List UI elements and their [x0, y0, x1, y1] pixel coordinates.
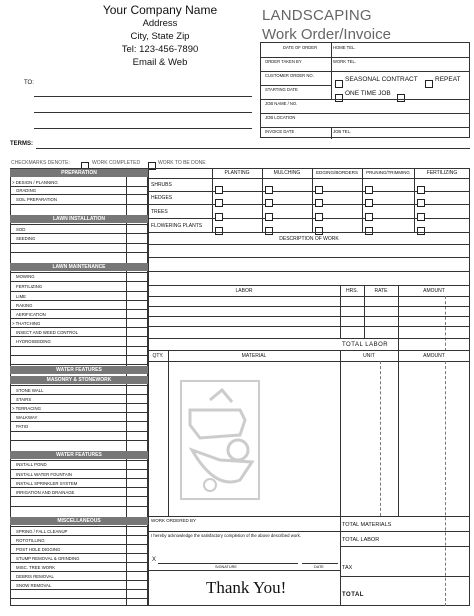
list-item: SOD	[16, 227, 26, 232]
form-title: LANDSCAPING	[262, 7, 372, 24]
signature-x: X	[152, 557, 157, 563]
customer-order-no-label: CUSTOMER ORDER NO.	[265, 73, 314, 78]
lawn-maintenance-header: LAWN MAINTENANCE	[10, 263, 148, 271]
signature-label: SIGNATURE	[215, 565, 237, 569]
row-hedges: HEDGES	[151, 195, 173, 201]
total-materials-label: TOTAL MATERIALS	[342, 522, 392, 528]
list-item: POST HOLE DIGGING	[16, 547, 61, 552]
total-labor-label: TOTAL LABOR	[342, 342, 389, 348]
list-item: INSTALL POND	[16, 462, 47, 467]
description-header: DESCRIPTION OF WORK	[279, 236, 339, 242]
preparation-header: PREPARATION	[10, 169, 148, 177]
list-item: INSECT AND WEED CONTROL	[16, 330, 78, 335]
col-edging: EDGING/BORDERS	[315, 170, 359, 175]
work-tel-label: WORK TEL.	[333, 59, 356, 64]
qty-header: QTY.	[152, 353, 164, 359]
header-info-box	[260, 42, 470, 138]
list-item: IRRIGATION AND DRAINAGE	[16, 490, 75, 495]
lawn-installation-header: LAWN INSTALLATION	[10, 215, 148, 223]
company-city: City, State Zip	[130, 31, 190, 42]
col-mulching: MULCHING	[273, 170, 301, 176]
work-completed-label: WORK COMPLETED	[92, 160, 141, 166]
list-item: GRADING	[16, 188, 37, 193]
to-label: TO:	[24, 80, 34, 86]
home-tel-label: HOME TEL.	[333, 45, 356, 50]
list-item: SEEDING	[16, 236, 36, 241]
order-taken-by-label: ORDER TAKEN BY	[265, 59, 302, 64]
repeat-checkbox[interactable]	[425, 75, 433, 93]
company-block	[60, 4, 260, 69]
list-item: MISC. TREE WORK	[16, 565, 56, 570]
col-planting: PLANTING	[224, 170, 250, 176]
list-item: STUMP REMOVAL & GRINDING	[16, 556, 80, 561]
date-label: DATE	[314, 565, 324, 569]
list-item: STONE WALL	[16, 388, 44, 393]
date-of-order-label: DATE OF ORDER	[283, 45, 318, 50]
acknowledge-text: I hereby acknowledge the satisfactory completion of the above described work.	[151, 533, 301, 538]
masonry-header: MASONRY & STONEWORK	[10, 376, 148, 384]
list-item: INSTALL WATER FOUNTAIN	[16, 472, 73, 477]
material-amount-header: AMOUNT	[423, 353, 445, 359]
list-item: MOWING	[16, 274, 35, 279]
row-shrubs: SHRUBS	[151, 182, 172, 188]
tax-label: TAX	[342, 565, 353, 571]
starting-date-label: STARTING DATE	[265, 87, 298, 92]
row-trees: TREES	[151, 209, 168, 215]
thank-you-text: Thank You!	[206, 578, 287, 597]
list-item: SNOW REMOVAL	[16, 583, 52, 588]
total-label: TOTAL	[342, 592, 364, 598]
labor-header: LABOR	[235, 288, 253, 294]
hrs-header: HRS.	[346, 288, 358, 294]
list-item: SOIL PREPARATION	[16, 197, 57, 202]
list-item: HYDROSEEDING	[16, 339, 51, 344]
material-header: MATERIAL	[241, 353, 267, 359]
unit-header: UNIT	[363, 353, 375, 359]
list-item: > THATCHING	[12, 321, 41, 326]
company-address: Address	[142, 18, 178, 29]
invoice-date-label: INVOICE DATE	[265, 129, 295, 134]
row-flowering: FLOWERING PLANTS	[151, 223, 203, 229]
job-tel-label: JOB TEL.	[333, 129, 352, 134]
list-item: WALKWAY	[16, 415, 38, 420]
list-item: ROTOTILLING	[16, 538, 45, 543]
list-item: INSTALL SPRINKLER SYSTEM	[16, 481, 78, 486]
col-pruning: PRUNING/TRIMMING	[366, 170, 410, 175]
job-name-label: JOB NAME / NO.	[265, 101, 298, 106]
list-item: DEBRIS REMOVAL	[16, 574, 54, 579]
list-item: RAKING	[16, 303, 33, 308]
list-item: STAIRS	[16, 397, 32, 402]
misc-header: MISCELLANEOUS	[10, 517, 148, 525]
one-time-job-label: ONE TIME JOB	[345, 90, 391, 97]
list-item: AERIFICATION	[16, 312, 46, 317]
water-features-top-header: WATER FEATURES	[10, 366, 148, 374]
watermark-illustration	[180, 380, 260, 500]
form-subtitle: Work Order/Invoice	[262, 26, 391, 43]
list-item: LIME	[16, 294, 27, 299]
checkmarks-denote-label: CHECKMARKS DENOTE:	[11, 160, 70, 166]
work-ordered-by-label: WORK ORDERED BY	[151, 518, 197, 523]
list-item: > TERRACING	[12, 406, 41, 411]
amount-header: AMOUNT	[423, 288, 445, 294]
terms-label: TERMS:	[10, 141, 33, 147]
repeat-label: REPEAT	[435, 76, 461, 83]
company-tel: Tel: 123-456-7890	[121, 44, 199, 55]
company-email: Email & Web	[132, 57, 188, 68]
one-time-job-checkbox[interactable]	[335, 89, 343, 107]
extra-checkbox[interactable]	[397, 89, 405, 107]
col-fertilizing: FERTILIZING	[426, 170, 458, 176]
footer-total-labor-label: TOTAL LABOR	[342, 537, 380, 543]
list-item: > DESIGN / PLANNING	[12, 180, 58, 185]
work-to-be-done-label: WORK TO BE DONE	[158, 160, 206, 166]
list-item: PATIO	[16, 424, 29, 429]
job-location-label: JOB LOCATION	[265, 115, 296, 120]
water-features-header: WATER FEATURES	[10, 451, 148, 459]
company-name: Your Company Name	[102, 3, 218, 17]
list-item: SPRING / FALL CLEANUP	[16, 529, 68, 534]
seasonal-contract-label: SEASONAL CONTRACT	[345, 76, 418, 83]
rate-header: RATE	[374, 288, 388, 294]
list-item: FERTILIZING	[16, 284, 43, 289]
